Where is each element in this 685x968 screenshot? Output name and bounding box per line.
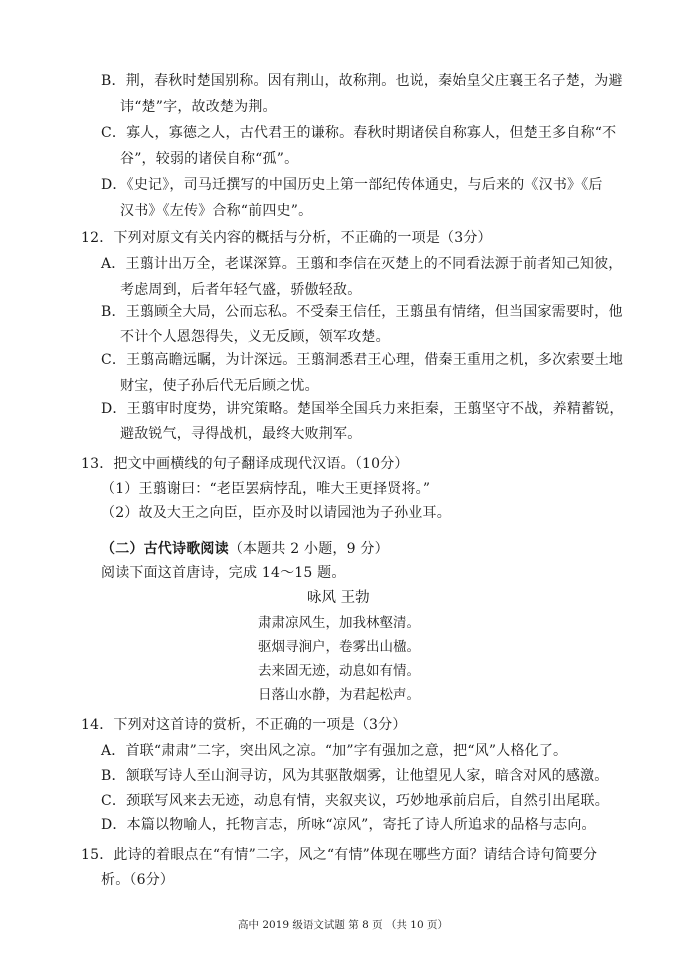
q11-option-d-line2: 汉书》《左传》合称“前四史”。 [120, 203, 313, 219]
page-footer: 高中 2019 级语文试题 第 8 页 （共 10 页） [238, 919, 448, 931]
poem-title: 咏风 王勃 [307, 590, 370, 606]
q15-stem-line1: 15．此诗的着眼点在“有情”二字，风之“有情”体现在哪些方面？请结合诗句简要分 [81, 847, 598, 863]
q12-option-a-line2: 考虑周到，后者年轻气盛，骄傲轻敌。 [120, 282, 362, 298]
q13-stem: 13．把文中画横线的句子翻译成现代汉语。（10分） [81, 456, 409, 472]
section-intro: 阅读下面这首唐诗，完成 14～15 题。 [101, 565, 346, 581]
q11-option-c-line1: C．寡人，寡德之人，古代君王的谦称。春秋时期诸侯自称寡人，但楚王多自称“不 [101, 125, 617, 141]
section-heading [101, 540, 389, 558]
q12-stem: 12．下列对原文有关内容的概括与分析，不正确的一项是（3分） [81, 230, 492, 246]
q11-option-d-line1: D．《史记》，司马迁撰写的中国历史上第一部纪传体通史，与后来的《汉书》《后 [101, 177, 603, 193]
q13-sentence-1: （1）王翦谢曰：“老臣罢病悖乱，唯大王更择贤将。” [101, 481, 431, 497]
q12-option-c-line2: 财宝，使子孙后代无后顾之忧。 [120, 378, 319, 394]
q15-stem-line2: 析。（6分） [101, 872, 175, 888]
q14-option-a: A．首联“肃肃”二字，突出风之凉。“加”字有强加之意，把“风”人格化了。 [101, 743, 568, 759]
q11-option-b-line2: 讳“楚”字，故改楚为荆。 [120, 99, 277, 115]
q12-option-a-line1: A．王翦计出万全，老谋深算。王翦和李信在灭楚上的不同看法源于前者知己知彼， [101, 256, 623, 272]
q11-option-b-line1: B．荆，春秋时楚国别称。因有荆山，故称荆。也说，秦始皇父庄襄王名子楚，为避 [101, 73, 623, 89]
poem-line-1: 肃肃凉风生，加我林壑清。 [258, 615, 420, 631]
q12-option-c-line1: C．王翦高瞻远瞩，为计深远。王翦洞悉君王心理，借秦王重用之机，多次索要土地 [101, 352, 624, 368]
q11-option-c-line2: 谷”，较弱的诸侯自称“孤”。 [120, 151, 299, 167]
q14-option-d: D．本篇以物喻人，托物言志，所咏“凉风”，寄托了诗人所追求的品格与志向。 [101, 817, 596, 833]
section-note: （本题共 2 小题，9 分） [228, 541, 389, 557]
q14-stem: 14．下列对这首诗的赏析，不正确的一项是（3分） [81, 717, 407, 733]
q12-option-b-line1: B．王翦顾全大局，公而忘私。不受秦王信任，王翦虽有情绪，但当国家需要时，他 [101, 304, 623, 320]
section-title: （二）古代诗歌阅读 [101, 541, 229, 557]
q12-option-b-line2: 不计个人恩怨得失，义无反顾，领军攻楚。 [120, 329, 390, 345]
q14-option-b: B．颔联写诗人至山涧寻访，风为其驱散烟雾，让他望见人家，暗含对风的感激。 [101, 768, 609, 784]
q13-sentence-2: （2）故及大王之向臣，臣亦及时以请园池为子孙业耳。 [101, 505, 451, 521]
q14-option-c: C．颈联写风来去无迹，动息有情，夹叙夹议，巧妙地承前启后，自然引出尾联。 [101, 793, 609, 809]
poem-line-3: 去来固无迹，动息如有情。 [258, 663, 420, 679]
poem-line-4: 日落山水静，为君起松声。 [258, 687, 420, 703]
q12-option-d-line2: 避敌锐气，寻得战机，最终大败荆军。 [120, 426, 362, 442]
q12-option-d-line1: D．王翦审时度势，讲究策略。楚国举全国兵力来拒秦，王翦坚守不战，养精蓄锐， [101, 401, 624, 417]
poem-line-2: 驱烟寻涧户，卷雾出山楹。 [258, 639, 420, 655]
